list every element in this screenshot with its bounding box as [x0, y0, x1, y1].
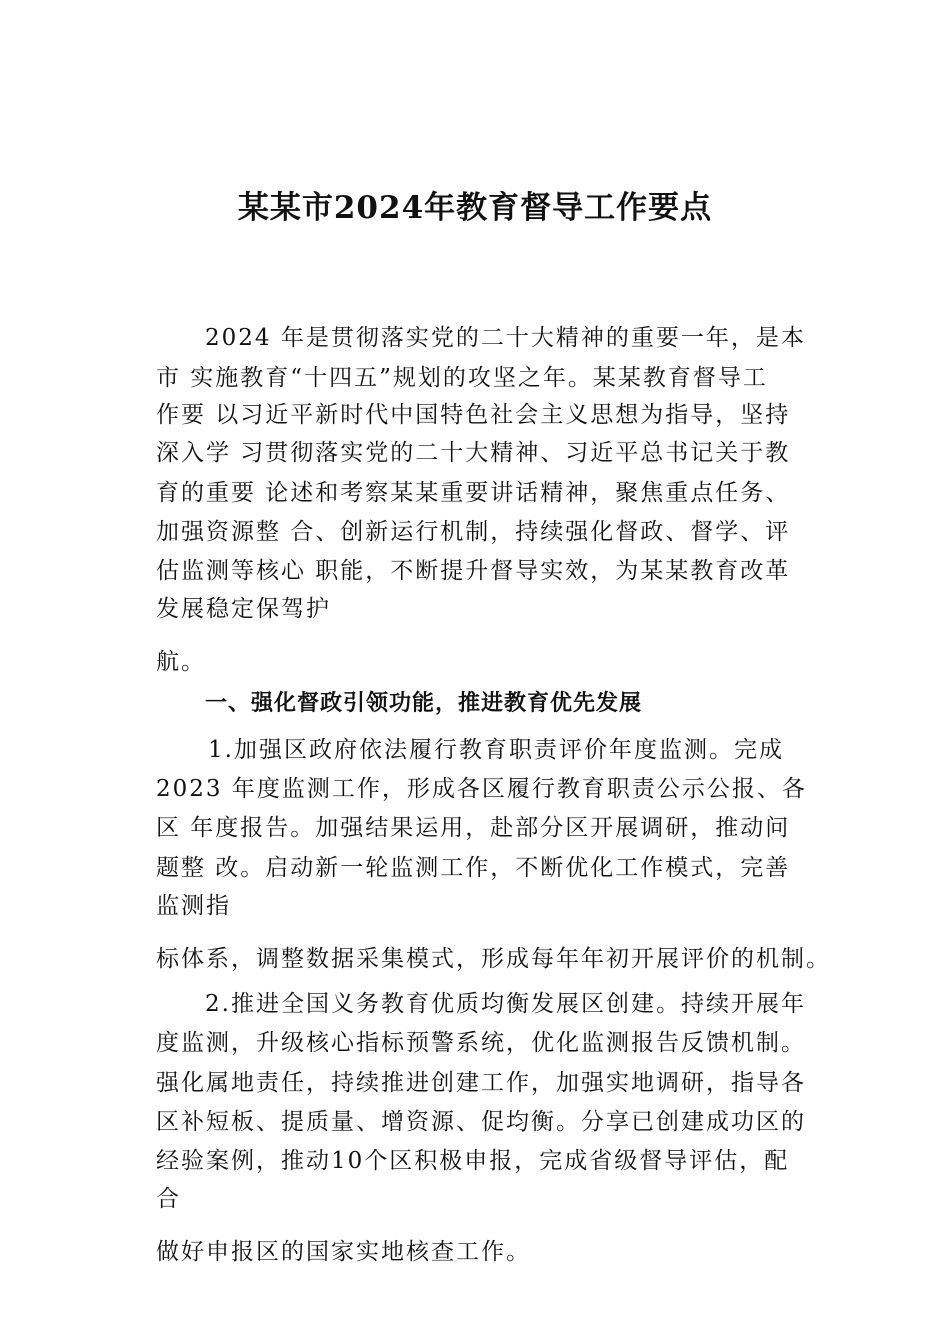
- item-2-line: 强化属地责任，持续推进创建工作，加强实地调研，指导各: [156, 1070, 806, 1096]
- item-1-line: 监测指: [156, 893, 231, 919]
- intro-line: 2024 年是贯彻落实党的二十大精神的重要一年，是本: [205, 325, 806, 351]
- item-1-line: 标体系，调整数据采集模式，形成每年年初开展评价的机制。: [156, 946, 831, 972]
- item-2-line: 经验案例，推动10个区积极申报，完成省级督导评估，配: [156, 1148, 790, 1174]
- item-1-line: 1.加强区政府依法履行教育职责评价年度监测。完成: [208, 737, 784, 763]
- section-heading: 一、强化督政引领功能，推进教育优先发展: [205, 691, 643, 716]
- item-2-line: 度监测，升级核心指标预警系统，优化监测报告反馈机制。: [156, 1030, 806, 1056]
- document-title: 某某市2024年教育督导工作要点: [237, 190, 713, 226]
- item-2-line: 区补短板、提质量、增资源、促均衡。分享已创建成功区的: [156, 1109, 806, 1135]
- intro-line: 市 实施教育“十四五”规划的攻坚之年。某某教育督导工: [156, 365, 768, 391]
- item-2-line: 2.推进全国义务教育优质均衡发展区创建。持续开展年: [205, 991, 806, 1017]
- item-1-line: 2023 年度监测工作，形成各区履行教育职责公示公报、各: [156, 776, 807, 802]
- intro-line: 估监测等核心 职能，不断提升督导实效，为某某教育改革: [156, 558, 791, 584]
- item-1-line: 题整 改。启动新一轮监测工作，不断优化工作模式，完善: [156, 855, 791, 881]
- item-1-line: 区 年度报告。加强结果运用，赴部分区开展调研，推动问: [156, 815, 791, 841]
- intro-line: 航。: [156, 649, 206, 675]
- intro-line: 深入学 习贯彻落实党的二十大精神、习近平总书记关于教: [156, 440, 791, 466]
- intro-line: 发展稳定保驾护: [156, 596, 331, 622]
- intro-line: 育的重要 论述和考察某某重要讲话精神，聚焦重点任务、: [156, 480, 791, 506]
- item-2-line: 合: [156, 1186, 181, 1212]
- intro-line: 作要 以习近平新时代中国特色社会主义思想为指导，坚持: [156, 402, 791, 428]
- item-2-line: 做好申报区的国家实地核查工作。: [156, 1239, 531, 1265]
- intro-line: 加强资源整 合、创新运行机制，持续强化督政、督学、评: [156, 519, 791, 545]
